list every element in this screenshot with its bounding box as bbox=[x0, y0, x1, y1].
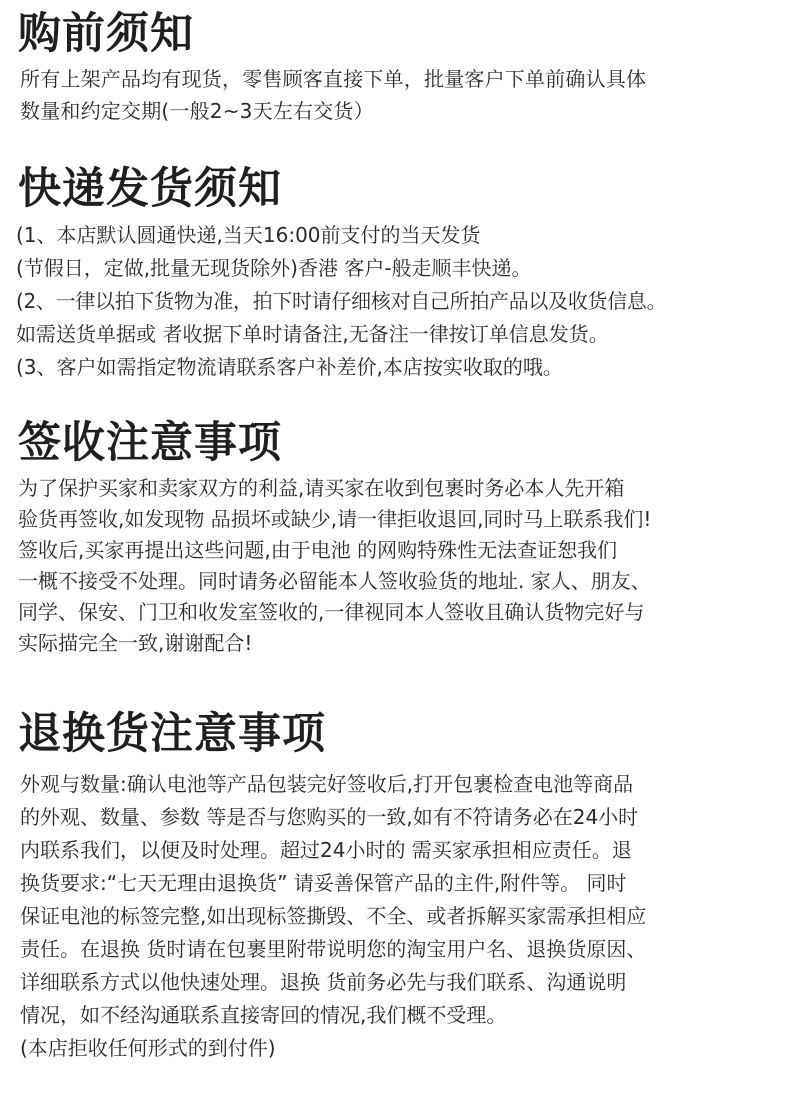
body-line: 一概不接受不处理。同时请务必留能本人签收验货的地址. 家人、朋友、 bbox=[18, 569, 651, 593]
section-title: 快递发货须知 bbox=[18, 164, 282, 214]
body-line: 责任。在退换 货时请在包裹里附带说明您的淘宝用户名、退换货原因、 bbox=[20, 937, 647, 961]
section-body bbox=[0, 768, 790, 1065]
body-line: 验货再签收,如发现物 品损坏或缺少,请一律拒收退回,同时马上联系我们! bbox=[18, 507, 652, 531]
body-line: 实际描完全一致,谢谢配合! bbox=[18, 631, 253, 655]
section-purchase-notice bbox=[0, 8, 790, 127]
section-body bbox=[0, 219, 790, 384]
body-line: (2、一律以拍下货物为准，拍下时请仔细核对自己所拍产品以及收货信息。 bbox=[16, 289, 667, 313]
body-line: 同学、保安、门卫和收发室签收的,一律视同本人签收且确认货物完好与 bbox=[18, 600, 645, 624]
section-body bbox=[0, 473, 790, 659]
body-line: 的外观、数量、参数 等是否与您购买的一致,如有不符请务必在24小时 bbox=[20, 805, 639, 829]
body-line: (节假日，定做,批量无现货除外)香港 客户-般走顺丰快递。 bbox=[16, 256, 532, 280]
section-title: 签收注意事项 bbox=[18, 418, 282, 468]
body-line: 换货要求:“七天无理由退换货” 请妥善保管产品的主件,附件等。 同时 bbox=[20, 871, 627, 895]
body-line: 所有上架产品均有现货，零售顾客直接下单，批量客户下单前确认具体 bbox=[20, 67, 647, 91]
section-title: 购前须知 bbox=[18, 9, 194, 59]
section-return-notice bbox=[0, 708, 790, 1065]
body-line: (3、客户如需指定物流请联系客户补差价,本店按实收取的哦。 bbox=[16, 355, 563, 379]
section-body bbox=[0, 63, 790, 127]
section-receipt-notice bbox=[0, 417, 790, 659]
body-line: (本店拒收任何形式的到付件) bbox=[20, 1036, 276, 1060]
section-title: 退换货注意事项 bbox=[18, 709, 326, 759]
body-line: 外观与数量:确认电池等产品包装完好签收后,打开包裹检查电池等商品 bbox=[20, 772, 634, 796]
body-line: 签收后,买家再提出这些问题,由于电池 的网购特殊性无法查证恕我们 bbox=[18, 538, 618, 562]
body-line: 详细联系方式以他快速处理。退换 货前务必先与我们联系、沟通说明 bbox=[20, 970, 627, 994]
body-line: 为了保护买家和卖家双方的利益,请买家在收到包裹时务必本人先开箱 bbox=[18, 476, 625, 500]
section-shipping-notice bbox=[0, 163, 790, 384]
body-line: 如需送货单据或 者收据下单时请备注,无备注一律按订单信息发货。 bbox=[16, 322, 609, 346]
body-line: 内联系我们，以便及时处理。超过24小时的 需买家承担相应责任。退 bbox=[20, 838, 632, 862]
body-line: 情况，如不经沟通联系直接寄回的情况,我们概不受理。 bbox=[20, 1003, 507, 1027]
body-line: 数量和约定交期(一般2~3天左右交货） bbox=[20, 99, 374, 123]
body-line: 保证电池的标签完整,如出现标签撕毁、不全、或者拆解买家需承担相应 bbox=[20, 904, 647, 928]
body-line: (1、本店默认圆通快递,当天16:00前支付的当天发货 bbox=[16, 223, 481, 247]
